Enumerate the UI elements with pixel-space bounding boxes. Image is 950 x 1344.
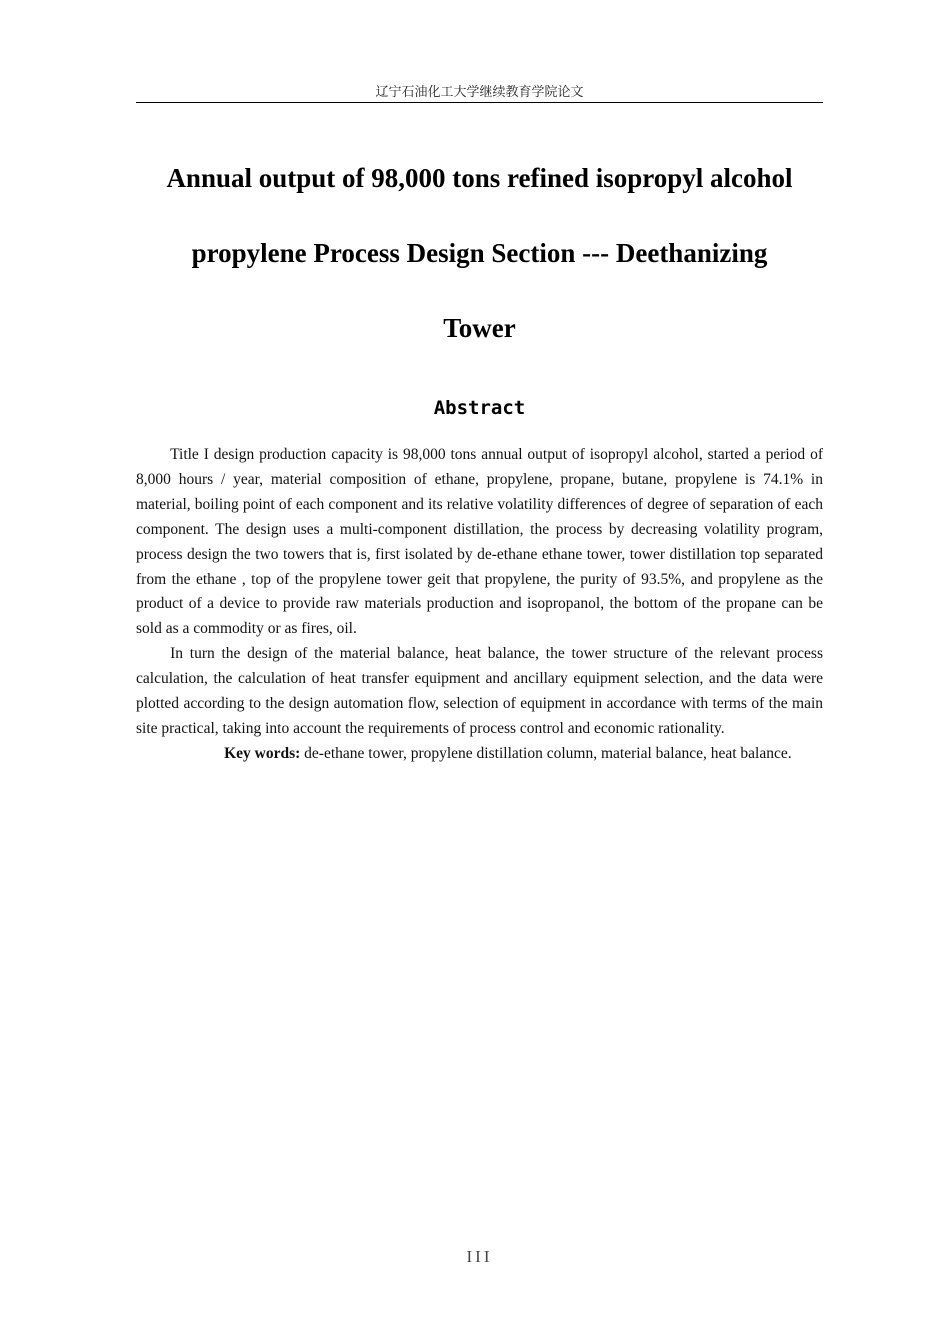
title-line-1: Annual output of 98,000 tons refined isopropyl alcohol: [166, 163, 793, 193]
abstract-paragraph-1: Title I design production capacity is 98,000 tons annual output of isopropyl alcohol, started a period of 8,000 hours / year, material composition of ethane, propylene, propane, butane, propylene is 74.1% in material, boiling point of each component and its relative volatility differences of degree of separation of each component. The design uses a multi-component distillation, the process by decreasing volatility program, process design the two towers that is, first isolated by de-ethane ethane tower, tower distillation top separated from the ethane , top of the propylene tower geit that propylene, the purity of 93.5%, and propylene as the product of a device to provide raw materials production and isopropanol, the bottom of the propane can be sold as a commodity or as fires, oil.: [136, 446, 823, 638]
header-rule: [136, 102, 823, 103]
title-line-3: Tower: [443, 313, 516, 343]
keywords-label: Key words:: [224, 744, 301, 762]
running-header: 辽宁石油化工大学继续教育学院论文: [375, 85, 584, 100]
abstract-paragraph-2: In turn the design of the material balance, heat balance, the tower structure of the relevant process calculation, the calculation of heat transfer equipment and ancillary equipment selection, and the data were plotted according to the design automation flow, selection of equipment in accordance with terms of the main site practical, taking into account the requirements of process control and economic rationality.: [136, 645, 823, 737]
page-number: III: [466, 1247, 493, 1266]
keywords-text: de-ethane tower, propylene distillation column, material balance, heat balance.: [300, 744, 792, 762]
title-line-2: propylene Process Design Section --- Deethanizing: [191, 238, 768, 268]
abstract-heading: Abstract: [433, 397, 526, 419]
paper-title: [130, 141, 829, 366]
keywords: [136, 742, 823, 767]
abstract-body: [136, 443, 823, 767]
